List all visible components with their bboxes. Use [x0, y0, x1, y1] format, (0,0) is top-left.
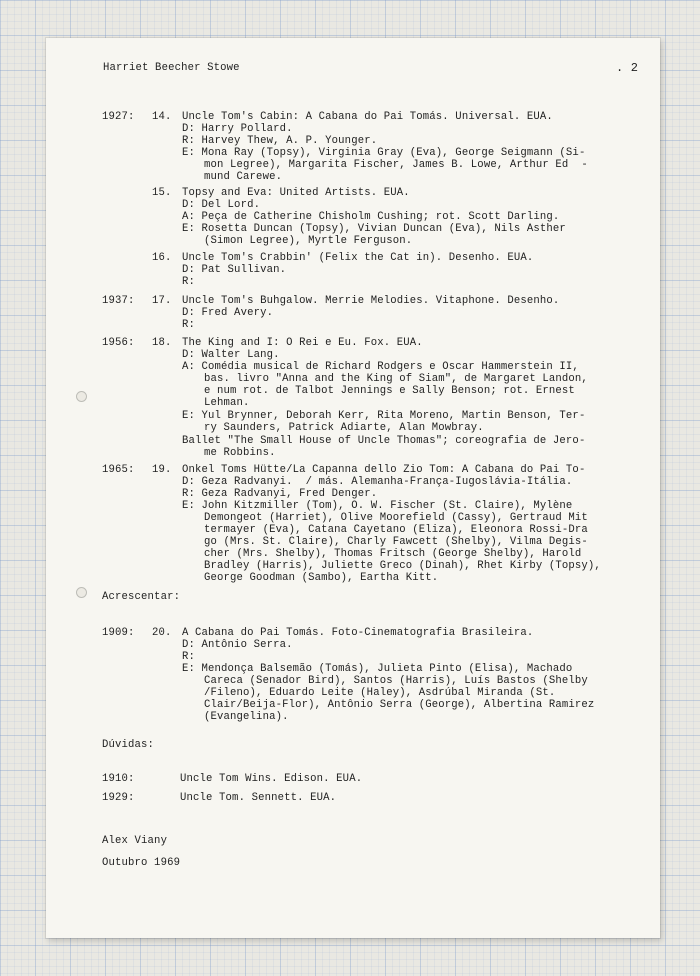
adaptation-line: A: Comédia musical de Richard Rodgers e Oscar Hammerstein II, [182, 361, 579, 373]
entry-number: 16. [152, 252, 172, 264]
script-line: R: Geza Radvanyi, Fred Denger. [182, 488, 378, 500]
adaptation-line: A: Peça de Catherine Chisholm Cushing; rot. Scott Darling. [182, 211, 560, 223]
director-line: D: Antônio Serra. [182, 639, 293, 651]
director-line: D: Pat Sullivan. [182, 264, 287, 276]
script-line: R: [182, 276, 196, 288]
doubt-entry: Uncle Tom Wins. Edison. EUA. [180, 773, 363, 785]
signature-name: Alex Viany [102, 835, 168, 847]
director-line: D: Del Lord. [182, 199, 261, 211]
year-label: 1910: [102, 773, 135, 785]
entry-title: Onkel Toms Hütte/La Capanna dello Zio Tom: A Cabana do Pai To- [182, 464, 586, 476]
entry-number: 14. [152, 111, 172, 123]
cast-line: E: Rosetta Duncan (Topsy), Vivian Duncan (Eva), Nils Asther [182, 223, 566, 235]
cast-line: E: Mona Ray (Topsy), Virginia Gray (Eva), George Seigmann (Si- [182, 147, 586, 159]
cast-line: E: John Kitzmiller (Tom), O. W. Fischer (St. Claire), Mylène [182, 500, 573, 512]
cast-line: E: Mendonça Balsemão (Tomás), Julieta Pinto (Elisa), Machado [182, 663, 573, 675]
script-line: R: Harvey Thew, A. P. Younger. [182, 135, 378, 147]
director-line: D: Walter Lang. [182, 349, 280, 361]
script-line: R: [182, 319, 196, 331]
cast-line: (Evangelina). [204, 711, 289, 723]
punch-hole [76, 391, 87, 402]
cast-line: go (Mrs. St. Claire), Charly Fawcett (Shelby), Vilma Degis- [204, 536, 588, 548]
ballet-line: me Robbins. [204, 447, 276, 459]
entry-number: 19. [152, 464, 172, 476]
entry-number: 15. [152, 187, 172, 199]
entry-title: A Cabana do Pai Tomás. Foto-Cinematografia Brasileira. [182, 627, 534, 639]
cast-line: (Simon Legree), Myrtle Ferguson. [204, 235, 413, 247]
year-label: 1965: [102, 464, 135, 476]
cast-line: George Goodman (Sambo), Eartha Kitt. [204, 572, 439, 584]
entry-number: 18. [152, 337, 172, 349]
script-line: R: [182, 651, 196, 663]
adaptation-line: e num rot. de Talbot Jennings e Sally Benson; rot. Ernest [204, 385, 575, 397]
entry-title: Uncle Tom's Cabin: A Cabana do Pai Tomás. Universal. EUA. [182, 111, 553, 123]
entry-title: Topsy and Eva: United Artists. EUA. [182, 187, 410, 199]
year-label: 1927: [102, 111, 135, 123]
author-header: Harriet Beecher Stowe [103, 62, 240, 74]
director-line: D: Fred Avery. [182, 307, 274, 319]
section-heading-duvidas: Dúvidas: [102, 739, 155, 751]
entry-number: 17. [152, 295, 172, 307]
signature-date: Outubro 1969 [102, 857, 181, 869]
page-number: . 2 [616, 61, 639, 75]
entry-number: 20. [152, 627, 172, 639]
entry-title: Uncle Tom's Crabbin' (Felix the Cat in). Desenho. EUA. [182, 252, 534, 264]
adaptation-line: Lehman. [204, 397, 250, 409]
cast-line: Demongeot (Harriet), Olive Moorefield (Cassy), Gertraud Mit [204, 512, 588, 524]
year-label: 1929: [102, 792, 135, 804]
cast-line: E: Yul Brynner, Deborah Kerr, Rita Moreno, Martin Benson, Ter- [182, 410, 586, 422]
cast-line: /Fileno), Eduardo Leite (Haley), Asdrúbal Miranda (St. [204, 687, 556, 699]
cast-line: Clair/Beija-Flor), Antônio Serra (George), Albertina Ramirez [204, 699, 595, 711]
director-line: D: Geza Radvanyi. / más. Alemanha-França-Iugoslávia-Itália. [182, 476, 573, 488]
cast-line: ry Saunders, Patrick Adiarte, Alan Mowbray. [204, 422, 484, 434]
cast-line: mon Legree), Margarita Fischer, James B. Lowe, Arthur Ed - [204, 159, 588, 171]
year-label: 1956: [102, 337, 135, 349]
cast-line: mund Carewe. [204, 171, 283, 183]
doubt-entry: Uncle Tom. Sennett. EUA. [180, 792, 337, 804]
director-line: D: Harry Pollard. [182, 123, 293, 135]
year-label: 1937: [102, 295, 135, 307]
cast-line: Careca (Senador Bird), Santos (Harris), Luís Bastos (Shelby [204, 675, 588, 687]
cast-line: termayer (Eva), Catana Cayetano (Eliza), Eleonora Rossi-Dra [204, 524, 588, 536]
cast-line: Bradley (Harris), Juliette Greco (Dinah), Rhet Kirby (Topsy), [204, 560, 601, 572]
year-label: 1909: [102, 627, 135, 639]
adaptation-line: bas. livro "Anna and the King of Siam", de Margaret Landon, [204, 373, 588, 385]
entry-title: Uncle Tom's Buhgalow. Merrie Melodies. Vitaphone. Desenho. [182, 295, 560, 307]
entry-title: The King and I: O Rei e Eu. Fox. EUA. [182, 337, 423, 349]
ballet-line: Ballet "The Small House of Uncle Thomas"; coreografia de Jero- [182, 435, 586, 447]
punch-hole [76, 587, 87, 598]
cast-line: cher (Mrs. Shelby), Thomas Fritsch (George Shelby), Harold [204, 548, 582, 560]
section-heading-acrescentar: Acrescentar: [102, 591, 181, 603]
